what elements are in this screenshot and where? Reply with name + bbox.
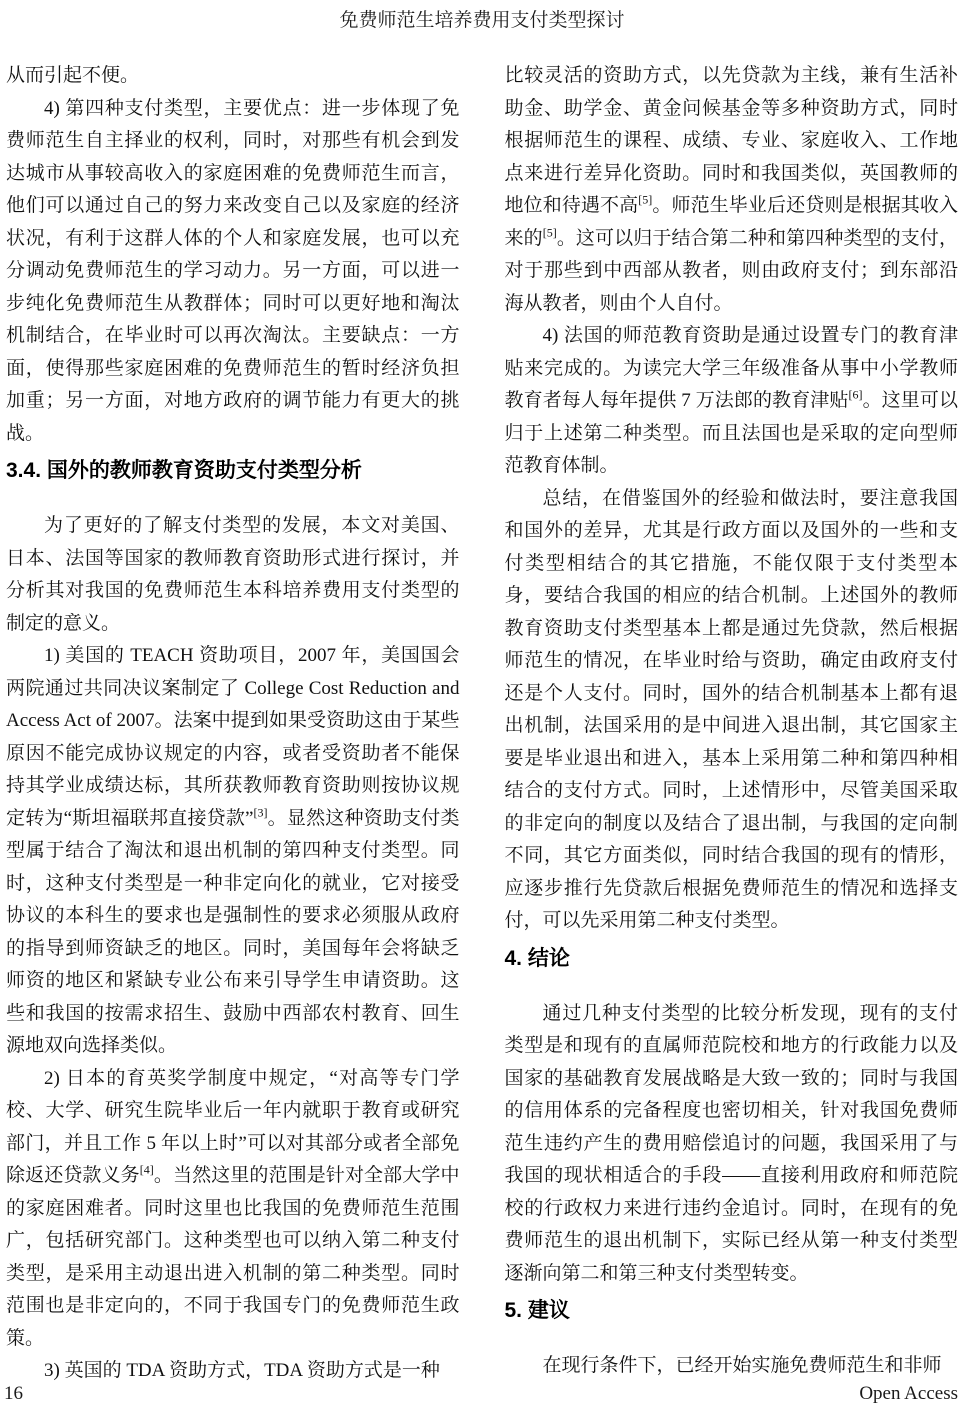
text-run: 4) 法国的师范教育资助是通过设置专门的教育津贴来完成的。为读完大学三年级准备从事中小学教师教育者每人每年提供 7 万法郎的教育津贴 (504, 325, 958, 411)
citation-ref: [5] (638, 192, 653, 207)
paragraph (6, 93, 460, 451)
section-heading: 5. 建议 (504, 1299, 570, 1322)
text-run: 通过几种支付类型的比较分析发现，现有的支付类型是和现有的直属师范院校和地方的行政能力以及国家的基础教育发展战略是大致一致的；同时与我国的信用体系的完备程度也密切相关，针对我国免费师范生违约产生的费用赔偿追讨的问题，我国采用了与我国的现状相适合的手段——直接利用政府和师范院校的行政权力来进行违约金追讨。同时，在现有的免费师范生的退出机制下，实际已经从第一种支付类型逐渐向第二和第三种支付类型转变。 (504, 1002, 958, 1284)
two-column-body (6, 60, 958, 1388)
paper-title: 免费师范生培养费用支付类型探讨 (339, 10, 625, 31)
text-run: 比较灵活的资助方式，以先贷款为主线，兼有生活补助金、助学金、黄金问候基金等多种资助方式，同时根据师范生的课程、成绩、专业、家庭收入、工作地点来进行差异化资助。同时和我国类似，英国教师的地位和待遇不高 (504, 65, 958, 216)
paragraph (505, 998, 959, 1291)
paragraph (505, 483, 959, 938)
section-heading: 3.4. 国外的教师教育资助支付类型分析 (6, 459, 362, 482)
citation-ref: [3] (253, 805, 268, 820)
text-run: 在现行条件下，已经开始实施免费师范生和非师 (542, 1355, 942, 1376)
text-run: 。当然这里的范围是针对全部大学中的家庭困难者。同时这里也比我国的免费师范生范围广，包括研究部门。这种类型也可以纳入第二种支付类型，是采用主动退出进入机制的第二种类型。同时范围也是非定向的，不同于我国专门的免费师范生政策。 (6, 1165, 460, 1349)
text-run: 为了更好的了解支付类型的发展，本文对美国、日本、法国等国家的教师教育资助形式进行探讨，并分析其对我国的免费师范生本科培养费用支付类型的制定的意义。 (6, 515, 460, 634)
citation-ref: [4] (139, 1162, 154, 1177)
text-run: 4) 第四种支付类型，主要优点：进一步体现了免费师范生自主择业的权利，同时，对那些有机会到发达城市从事较高收入的家庭困难的免费师范生而言，他们可以通过自己的努力来改变自己以及家庭的经济状况，有利于这群人体的个人和家庭发展，也可以充分调动免费师范生的学习动力。另一方面，可以进一步纯化免费师范生从教群体；同时可以更好地和淘汰机制结合，在毕业时可以再次淘汰。主要缺点：一方面，使得那些家庭困难的免费师范生的暂时经济负担加重；另一方面，对地方政府的调节能力有更大的挑战。 (6, 97, 460, 444)
text-run: 。这里可以归于上述第二种类型。而且法国也是采取的定向型师范教育体制。 (504, 390, 958, 476)
page-number: 16 (4, 1383, 23, 1404)
paragraph (6, 60, 460, 93)
paragraph (505, 60, 959, 320)
text-run: 2) 日本的育英奖学制度中规定，“对高等专门学校、大学、研究生院毕业后一年内就职于教育或研究部门，并且工作 5 年以上时”可以对其部分或者全部免除返还贷款义务 (6, 1067, 460, 1186)
text-run: 。师范生毕业后还贷则是根据其收入来的 (504, 195, 958, 249)
left-column (6, 60, 460, 1388)
citation-ref: [5] (542, 225, 557, 240)
paragraph (6, 640, 460, 1063)
section-heading: 4. 结论 (504, 946, 570, 970)
right-column (505, 60, 959, 1388)
open-access-label: Open Access (859, 1383, 958, 1404)
paragraph (6, 1063, 460, 1356)
text-run: 。这可以归于结合第二种和第四种类型的支付，对于那些到中西部从教者，则由政府支付；到东部沿海从教者，则由个人自付。 (504, 227, 958, 314)
citation-ref: [6] (848, 387, 863, 402)
text-run: 3) 英国的 TDA 资助方式，TDA 资助方式是一种 (44, 1360, 440, 1381)
paragraph (505, 320, 959, 483)
page-footer (4, 1382, 958, 1406)
paragraph (6, 510, 460, 640)
text-run: 总结，在借鉴国外的经验和做法时，要注意我国和国外的差异，尤其是行政方面以及国外的一些和支付类型相结合的其它措施，不能仅限于支付类型本身，要结合我国的相应的结合机制。上述国外的教师教育资助支付类型基本上都是通过先贷款，然后根据师范生的情况，在毕业时给与资助，确定由政府支付还是个人支付。同时，国外的结合机制基本上都有退出机制，法国采用的是中间进入退出制，其它国家主要是毕业退出和进入，基本上采用第二种和第四种相结合的支付方式。同时，上述情形中，尽管美国采取的非定向的制度以及结合了退出制，与我国的定向制不同，其它方面类似，同时结合我国的现有的情形，应逐步推行先贷款后根据免费师范生的情况和选择支付，可以先采用第二种支付类型。 (504, 487, 958, 931)
text-run: 从而引起不便。 (6, 65, 140, 86)
text-run: 。显然这种资助支付类型属于结合了淘汰和退出机制的第四种支付类型。同时，这种支付类型是一种非定向化的就业，它对接受协议的本科生的要求也是强制性的要求必须服从政府的指导到师资缺乏的地区。同时，美国每年会将缺乏师资的地区和紧缺专业公布来引导学生申请资助。这些和我国的按需求招生、鼓励中西部农村教育、回生源地双向选择类似。 (6, 807, 460, 1056)
text-run: 1) 美国的 TEACH 资助项目，2007 年，美国国会两院通过共同决议案制定了 College Cost Reduction and Access Act of 2007。法案中提到如果受资助这由于某些原因不能完成协议规定的内容，或者受资助者不能保持其学业成绩达标，其所获教师教育资助则按协议规定转为“斯坦福联邦直接贷款” (6, 645, 460, 829)
paragraph (505, 1350, 959, 1383)
